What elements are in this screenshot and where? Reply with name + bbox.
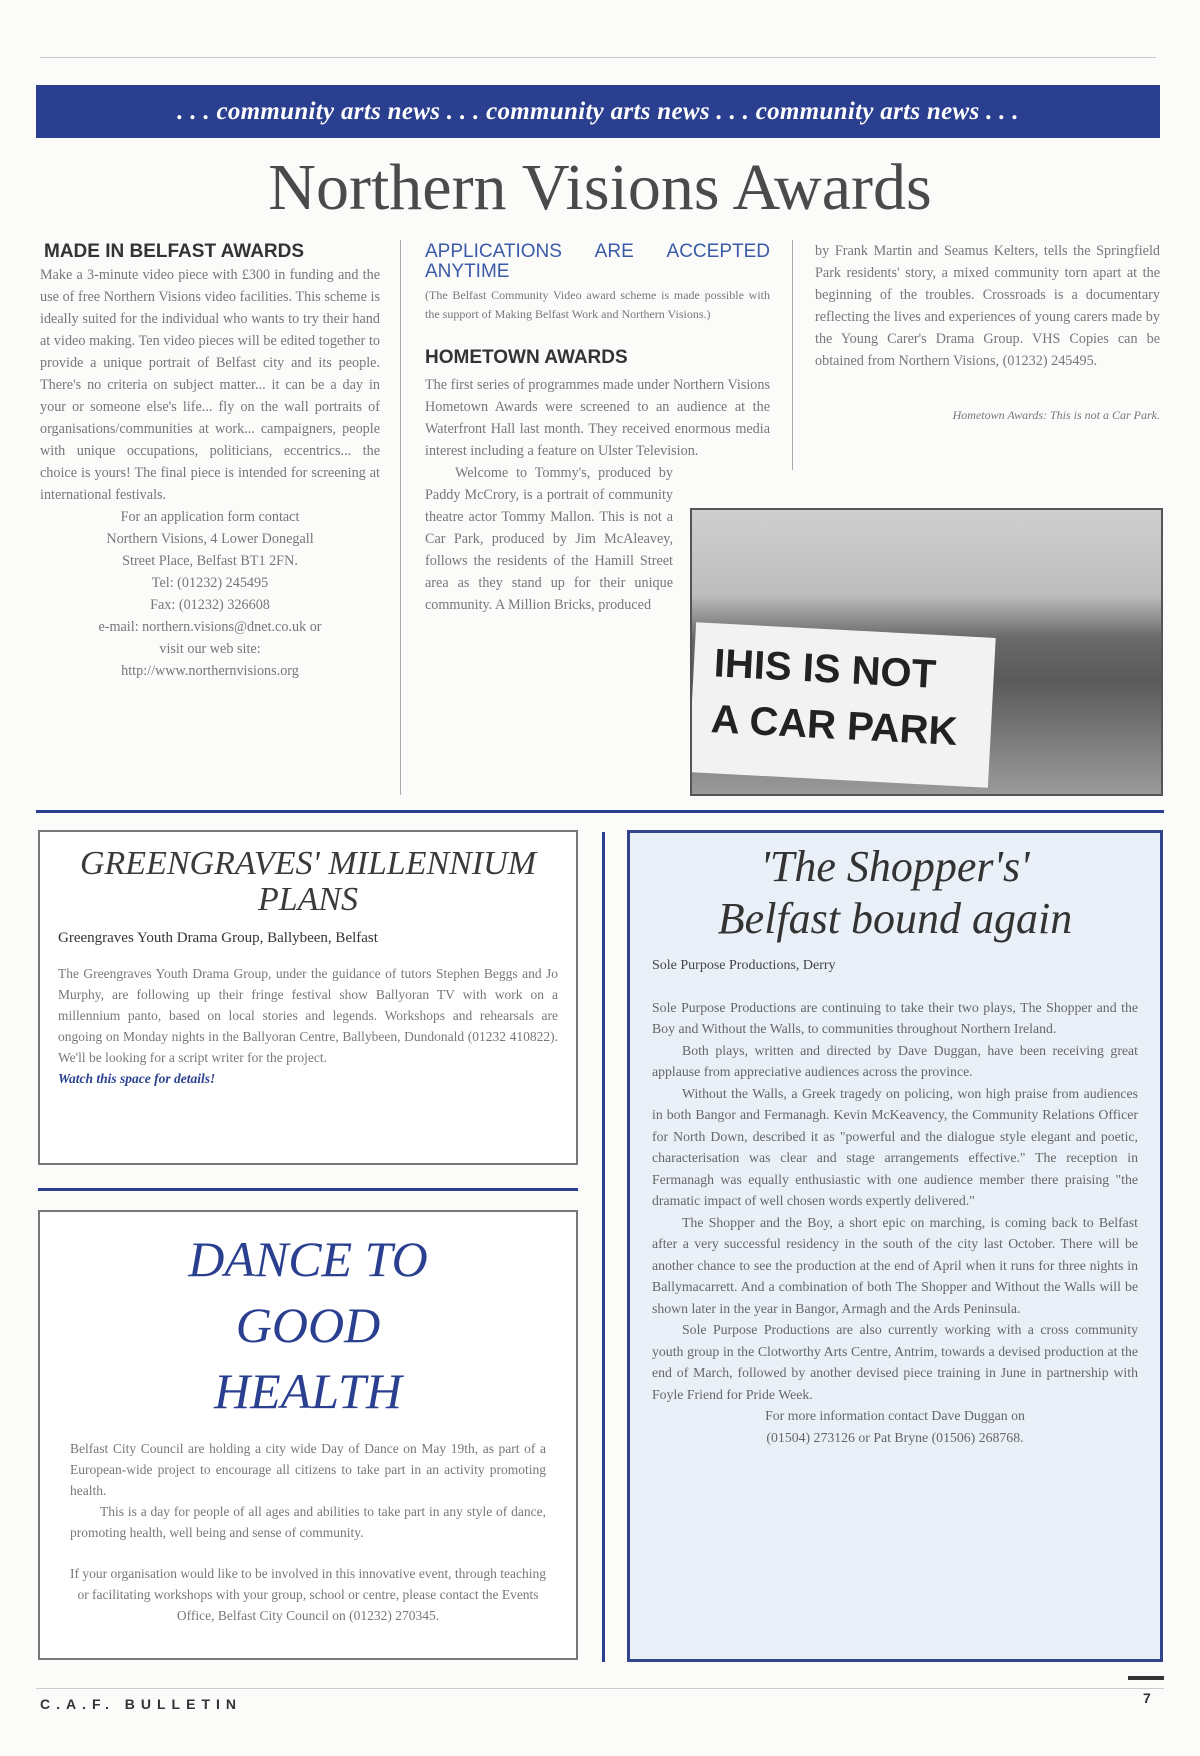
shopper-p3: Without the Walls, a Greek tragedy on policing, won high praise from audiences in both Bangor and Fermanagh. Kevin McKeavency, the Community Relations Officer for North Down, described it as "powerful and the dialogue style elegant and poetic, characterisation was clear and stage arrangements effective." The reception in Fermanagh was equally enthusiastic with one audience member there praising "the dramatic impact of well chosen words expertly delivered." (652, 1085, 1138, 1208)
section-rule (38, 1188, 578, 1191)
photo-caption: Hometown Awards: This is not a Car Park. (952, 408, 1160, 422)
article-tagline: Watch this space for details! (58, 1071, 216, 1086)
hometown-p3: by Frank Martin and Seamus Kelters, tells the Springfield Park residents' story, a mixed community torn apart at the beginning of the troubles. Crossroads is a documentary reflecting the lives and experiences of young carers made by the Young Carer's Drama Group. VHS Copies can be obtained from Northern Visions, (01232) 245495. (815, 243, 1160, 369)
shopper-p2: Both plays, written and directed by Dave Duggan, have been receiving great applause from appreciative audiences across the province. (652, 1042, 1138, 1079)
article-title: GREENGRAVES' MILLENNIUM PLANS (79, 845, 537, 918)
contact-line: visit our web site: (159, 641, 261, 657)
article-subtitle: Greengraves Youth Drama Group, Ballybeen, Belfast (58, 930, 378, 946)
dance-article (38, 1210, 578, 1660)
article-title: DANCE TO GOOD HEALTH (188, 1231, 428, 1419)
hometown-p2: Welcome to Tommy's, produced by Paddy McCrory, is a portrait of community theatre actor Tommy Mallon. This is not a Car Park, produced by Jim McAleavey, follows the residents of the Hamill Street area as they stand up for their unique community. A Million Bricks, produced (425, 465, 673, 613)
top-rule (40, 57, 1156, 58)
sign-line: A CAR PARK (709, 697, 959, 755)
page-marker (1128, 1676, 1164, 1680)
made-in-belfast-article (40, 240, 380, 682)
article-body: (The Belfast Community Video award scheme is made possible with the support of Making Belfast Work and Northern Visions.) (425, 288, 770, 321)
website-link[interactable]: http://www.northernvisions.org (121, 663, 299, 679)
contact-line: (01504) 273126 or Pat Bryne (01506) 268768. (766, 1429, 1024, 1445)
section-rule (36, 810, 1164, 813)
section-banner: . . . community arts news . . . community arts news . . . community arts news . . . (36, 85, 1160, 138)
sign-line: IHIS IS NOT (712, 641, 938, 697)
title-line: Belfast bound again (717, 894, 1073, 943)
dance-p2: This is a day for people of all ages and abilities to take part in any style of dance, promoting health, well being and sense of community. (70, 1504, 546, 1540)
title-line: 'The Shopper's' (760, 842, 1030, 891)
contact-line: For an application form contact (120, 509, 300, 525)
page-title: Northern Visions Awards (268, 151, 932, 224)
contact-line: Tel: (01232) 245495 (151, 575, 269, 591)
article-body: The Greengraves Youth Drama Group, under the guidance of tutors Stephen Beggs and Jo Murphy, are following up their fringe festival show Ballyoran TV with work on a millennium panto, based on local stories and legends. Workshops and rehearsals are ongoing on Monday nights in the Ballyoran Centre, Ballybeen, Dundonald (01232 410822). We'll be looking for a script writer for the project. (58, 966, 558, 1065)
article-heading: MADE IN BELFAST AWARDS (44, 241, 305, 262)
shopper-p1: Sole Purpose Productions are continuing to take their two plays, The Shopper and the Boy and Without the Walls, to communities throughout Northern Ireland. (652, 999, 1138, 1036)
hometown-continued (815, 240, 1160, 426)
hometown-p1: The first series of programmes made under Northern Visions Hometown Awards were screened to an audience at the Waterfront Hall last month. They received enormous media interest including a feature on Ulster Television. (425, 377, 770, 459)
dance-p1: Belfast City Council are holding a city wide Day of Dance on May 19th, as part of a European-wide project to encourage all citizens to take part in an activity promoting health. (70, 1441, 546, 1498)
shopper-p4: The Shopper and the Boy, a short epic on marching, is coming back to Belfast after a very successful residency in the south of the city last October. There will be another chance to see the production at the end of April when it runs for three nights in Ballymacarrett. And a combination of both The Shopper and Without the Walls will be shown later in the year in Bangor, Armagh and the Ards Peninsula. (652, 1214, 1138, 1316)
contact-line: Fax: (01232) 326608 (150, 597, 270, 613)
dance-p3: If your organisation would like to be involved in this innovative event, through teaching or facilitating workshops with your group, school or centre, please contact the Events Office, Belfast City Council on (01232) 270345. (70, 1566, 546, 1623)
column-divider (792, 240, 793, 470)
contact-line: Northern Visions, 4 Lower Donegall (106, 531, 314, 547)
hometown-heading: HOMETOWN AWARDS (425, 347, 628, 368)
footer-rule (36, 1688, 1164, 1689)
shopper-article (627, 830, 1163, 1662)
article-subtitle: Sole Purpose Productions, Derry (652, 958, 836, 973)
contact-line: For more information contact Dave Duggan on (765, 1408, 1025, 1423)
photo-banner-sign (690, 622, 996, 787)
email-line: e-mail: northern.visions@dnet.co.uk or (98, 619, 322, 635)
article-title (652, 841, 1138, 945)
publication-name: C.A.F. BULLETIN (40, 1696, 242, 1712)
contact-block (40, 506, 380, 682)
article-heading: APPLICATIONS ARE ACCEPTED ANYTIME (425, 241, 770, 282)
column-divider (602, 832, 605, 1662)
contact-line: Street Place, Belfast BT1 2FN. (122, 553, 298, 569)
shopper-p5: Sole Purpose Productions are also currently working with a cross community youth group in the Clotworthy Arts Centre, Antrim, towards a devised production at the end of March, followed by another devised piece training in June in partnership with Foyle Friend for Pride Week. (652, 1322, 1138, 1402)
protest-photo (690, 508, 1163, 796)
contact-block (652, 1405, 1138, 1448)
article-body: Make a 3-minute video piece with £300 in funding and the use of free Northern Visions video facilities. This scheme is ideally suited for the individual who wants to try their hand at video making. Ten video pieces will be edited together to provide a unique portrait of Belfast city and its people. There's no criteria on subject matter... it can be a day in your or someone else's life... fly on the wall portraits of organisations/communities at work... campaigners, people with unique occupations, politicians, eccentrics... the choice is yours! The final piece is intended for screening at international festivals. (40, 267, 380, 503)
page-number: 7 (1143, 1690, 1151, 1706)
column-divider (400, 240, 401, 795)
greengraves-article (38, 830, 578, 1165)
